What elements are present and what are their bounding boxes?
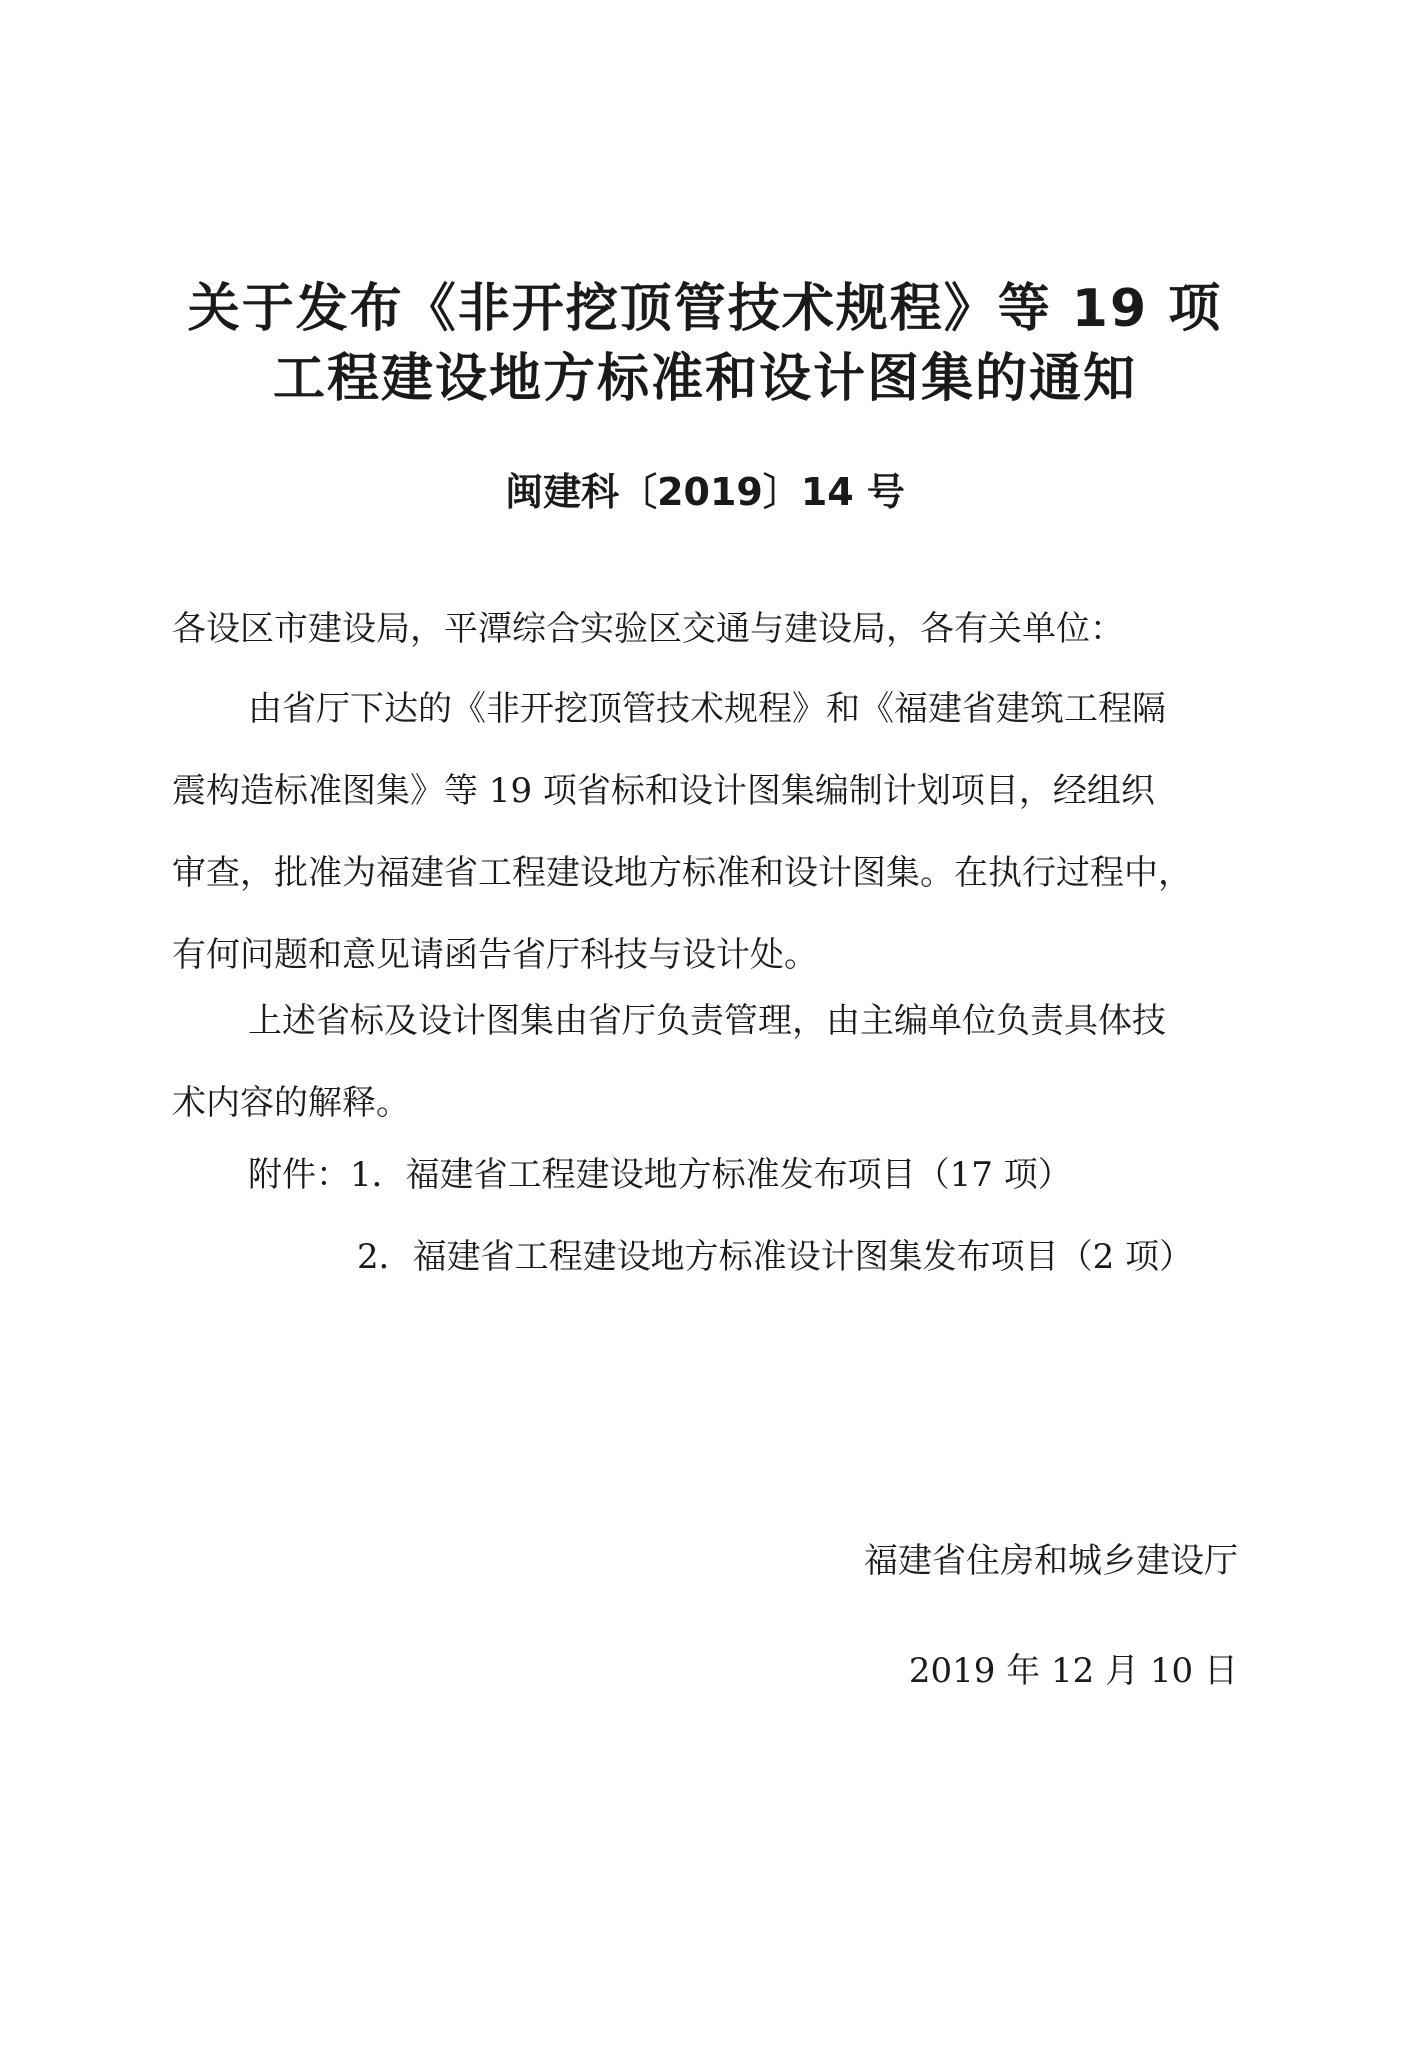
document-title-line-1: 关于发布《非开挖顶管技术规程》等 19 项 (187, 279, 1223, 339)
addressee: 各设区市建设局，平潭综合实验区交通与建设局，各有关单位： (172, 609, 1124, 649)
paragraph-1-line: 由省厅下达的《非开挖顶管技术规程》和《福建省建筑工程隔 (248, 689, 1166, 729)
paragraph-2-line: 上述省标及设计图集由省厅负责管理，由主编单位负责具体技 (248, 1001, 1166, 1041)
paragraph-1-line: 有何问题和意见请函告省厅科技与设计处。 (172, 935, 818, 975)
paragraph-1-line: 震构造标准图集》等 19 项省标和设计图集编制计划项目，经组织 (172, 771, 1155, 811)
document-number: 闽建科〔2019〕14 号 (505, 470, 905, 514)
attachment-item-2: 2．福建省工程建设地方标准设计图集发布项目（2 项） (357, 1237, 1194, 1277)
paragraph-2-line: 术内容的解释。 (172, 1083, 410, 1123)
issue-date: 2019 年 12 月 10 日 (908, 1651, 1238, 1691)
attachment-item-1: 附件：1．福建省工程建设地方标准发布项目（17 项） (248, 1155, 1072, 1195)
paragraph-1-line: 审查，批准为福建省工程建设地方标准和设计图集。在执行过程中， (172, 853, 1192, 893)
issuer-signature: 福建省住房和城乡建设厅 (864, 1541, 1238, 1581)
attachments-list (172, 1134, 1240, 1298)
paragraph-1 (172, 668, 1240, 996)
document-title-line-2: 工程建设地方标准和设计图集的通知 (272, 349, 1137, 409)
paragraph-2 (172, 980, 1240, 1144)
